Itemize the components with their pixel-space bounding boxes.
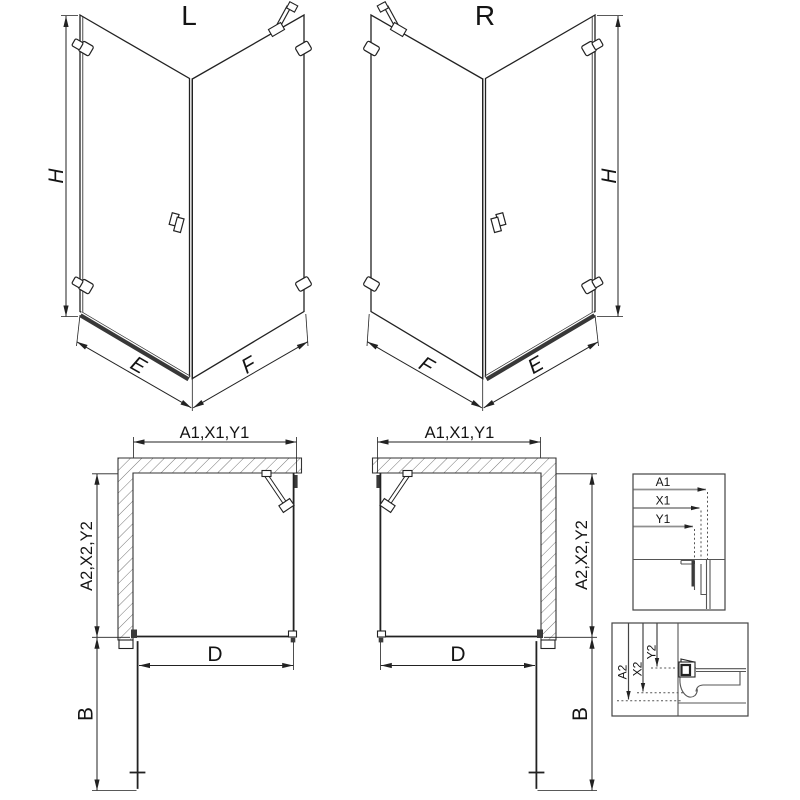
depth-label-plan-left: A2,X2,Y2 — [78, 521, 96, 591]
glass-clamp-section — [682, 665, 691, 675]
wall-profile-section — [681, 560, 710, 610]
detail-top-label-y1: Y1 — [655, 512, 671, 526]
swing-dimension-plan-left — [92, 638, 137, 791]
seal-curve — [680, 678, 697, 698]
glass-panel-section — [696, 669, 746, 672]
detail-top-border — [633, 474, 725, 610]
detail-bottom-label-x2: X2 — [630, 661, 645, 677]
door-label-plan-left: D — [207, 643, 223, 666]
wall-end-cap-left-plan — [119, 640, 133, 649]
tray-profile-section — [678, 659, 746, 703]
door-label-plan-right: D — [450, 643, 466, 666]
wall-end-cap-right-plan — [541, 640, 555, 649]
height-dimension-right — [597, 16, 623, 317]
plan-view-right — [373, 424, 598, 791]
detail-top-label-a1: A1 — [655, 475, 671, 489]
depth-label-plan-right: A2,X2,Y2 — [573, 520, 591, 590]
door-width-label-right: E — [523, 351, 548, 379]
side-width-label-right: F — [414, 352, 438, 379]
detail-view-bottom — [612, 623, 748, 716]
variant-label-left: L — [181, 0, 197, 31]
door-width-label-left: E — [126, 351, 151, 379]
detail-bottom-label-a2: A2 — [615, 664, 630, 680]
plan-view-left — [75, 424, 302, 791]
iso-view-right — [363, 0, 623, 411]
height-label-left: H — [45, 168, 68, 184]
detail-view-top — [633, 474, 725, 610]
detail-top-label-x1: X1 — [655, 493, 671, 508]
swing-label-plan-right: B — [569, 706, 592, 722]
iso-view-left — [45, 0, 312, 411]
height-label-right: H — [598, 168, 621, 184]
width-label-plan-right: A1,X1,Y1 — [424, 424, 495, 442]
width-label-plan-left: A1,X1,Y1 — [179, 424, 250, 442]
detail-bottom-label-y2: Y2 — [644, 644, 659, 660]
swing-label-plan-left: B — [74, 706, 98, 722]
side-width-label-left: F — [237, 352, 261, 379]
height-dimension-left — [61, 16, 78, 317]
variant-label-right: R — [474, 0, 496, 31]
